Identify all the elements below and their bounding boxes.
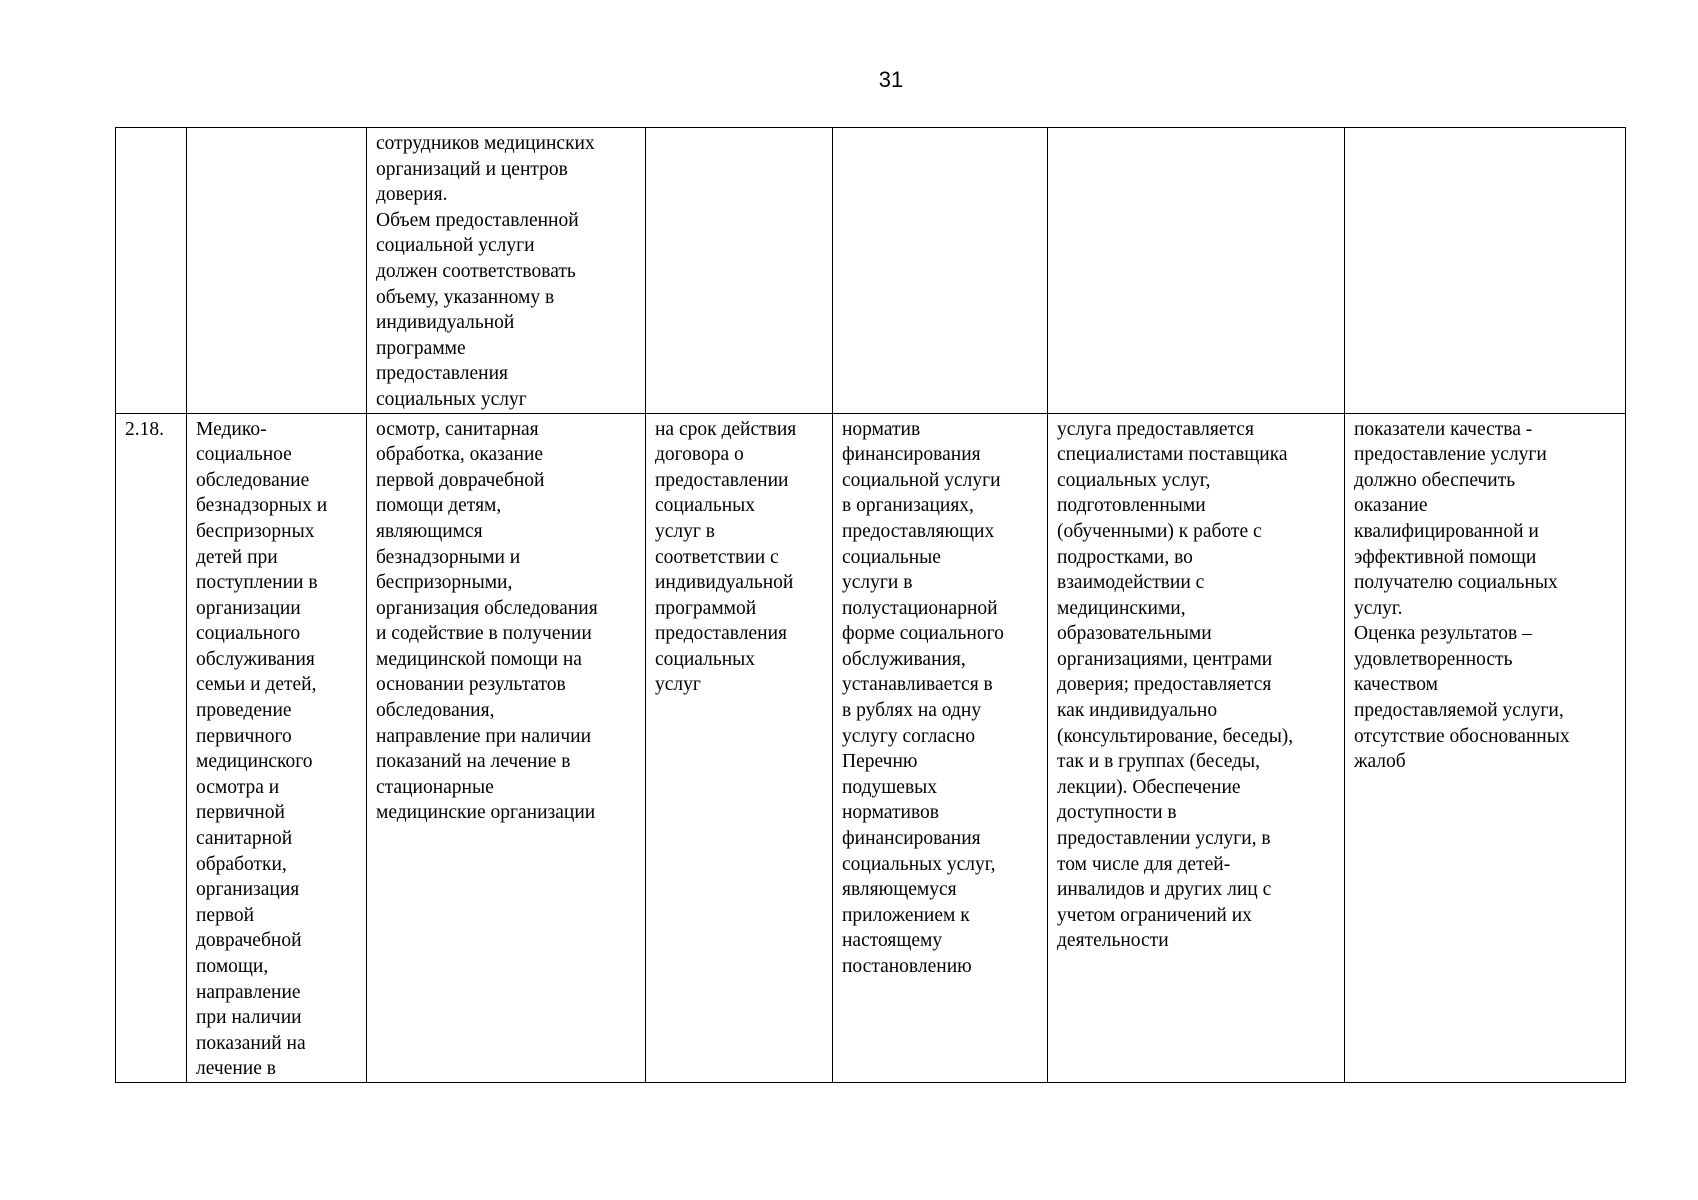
services-table bbox=[115, 127, 1626, 1083]
cell-number: 2.18. bbox=[116, 413, 187, 1082]
table-row-2-18 bbox=[116, 413, 1626, 1082]
cell-service-content: сотрудников медицинских организаций и центров доверия. Объем предоставленной социальной услуги должен соответствовать объему, указанному в индивидуальной программе предоставления социальных услуг bbox=[367, 128, 646, 414]
cell-provision-conditions bbox=[1048, 128, 1345, 414]
cell-service-name: Медико- социальное обследование безнадзорных и беспризорных детей при поступлении в организации социального обслуживания семьи и детей, проведение первичного медицинского осмотра и первичной санитарной обработки, организация первой доврачебной помощи, направление при наличии показаний на лечение в bbox=[187, 413, 367, 1082]
cell-financing-norm bbox=[833, 128, 1048, 414]
table-row-continued bbox=[116, 128, 1626, 414]
cell-service-content: осмотр, санитарная обработка, оказание первой доврачебной помощи детям, являющимся безнадзорными и беспризорными, организация обследования и содействие в получении медицинской помощи на основании результатов обследования, направление при наличии показаний на лечение в стационарные медицинские организации bbox=[367, 413, 646, 1082]
cell-financing-norm: норматив финансирования социальной услуги в организациях, предоставляющих социальные услуги в полустационарной форме социального обслуживания, устанавливается в в рублях на одну услугу согласно Перечню подушевых нормативов финансирования социальных услуг, являющемуся приложением к настоящему постановлению bbox=[833, 413, 1048, 1082]
cell-service-term bbox=[646, 128, 833, 414]
cell-provision-conditions: услуга предоставляется специалистами поставщика социальных услуг, подготовленными (обученными) к работе с подростками, во взаимодействии с медицинскими, образовательными организациями, центрами доверия; предоставляется как индивидуально (консультирование, беседы), так и в группах (беседы, лекции). Обеспечение доступности в предоставлении услуги, в том числе для детей- инвалидов и других лиц с учетом ограничений их деятельности bbox=[1048, 413, 1345, 1082]
cell-service-name bbox=[187, 128, 367, 414]
cell-quality-indicators bbox=[1345, 128, 1626, 414]
cell-quality-indicators: показатели качества - предоставление услуги должно обеспечить оказание квалифицированной и эффективной помощи получателю социальных услуг. Оценка результатов – удовлетворенность качеством предоставляемой услуги, отсутствие обоснованных жалоб bbox=[1345, 413, 1626, 1082]
cell-service-term: на срок действия договора о предоставлении социальных услуг в соответствии с индивидуальной программой предоставления социальных услуг bbox=[646, 413, 833, 1082]
cell-number bbox=[116, 128, 187, 414]
page-number: 31 bbox=[878, 67, 904, 92]
